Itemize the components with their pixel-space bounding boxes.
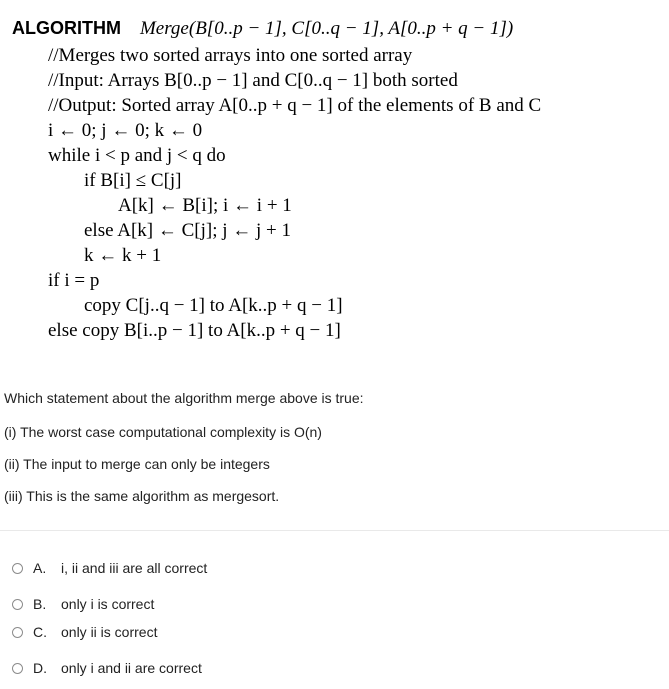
algorithm-header <box>12 16 513 41</box>
option-d[interactable] <box>12 658 202 678</box>
radio-button[interactable] <box>12 627 23 638</box>
else-assign-c-line: else A[k] ← C[j]; j ← j + 1 <box>84 220 292 241</box>
if-i-equals-p-line: if i = p <box>48 270 100 291</box>
radio-button[interactable] <box>12 563 23 574</box>
while-line: while i < p and j < q do <box>48 145 226 166</box>
question-prompt: Which statement about the algorithm merge above is true: <box>4 390 364 406</box>
copy-c-line: copy C[j..q − 1] to A[k..p + q − 1] <box>84 295 343 316</box>
radio-button[interactable] <box>12 599 23 610</box>
init-line: i ← 0; j ← 0; k ← 0 <box>48 120 203 141</box>
option-b[interactable] <box>12 594 154 614</box>
option-letter: D. <box>33 660 47 676</box>
option-letter: B. <box>33 596 47 612</box>
comment-line-3: //Output: Sorted array A[0..p + q − 1] of the elements of B and C <box>48 95 542 116</box>
assign-b-line: A[k] ← B[i]; i ← i + 1 <box>118 195 292 216</box>
algorithm-signature: Merge(B[0..p − 1], C[0..q − 1], A[0..p + q − 1]) <box>139 18 514 39</box>
option-letter: C. <box>33 624 47 640</box>
algorithm-keyword: ALGORITHM <box>12 18 121 38</box>
section-divider <box>0 530 669 531</box>
statement-ii: (ii) The input to merge can only be integers <box>4 456 270 472</box>
if-compare-line: if B[i] ≤ C[j] <box>84 170 182 191</box>
option-text: i, ii and iii are all correct <box>61 560 208 576</box>
statement-iii: (iii) This is the same algorithm as mergesort. <box>4 488 280 504</box>
comment-line-2: //Input: Arrays B[0..p − 1] and C[0..q − 1] both sorted <box>48 70 458 91</box>
statement-i: (i) The worst case computational complexity is O(n) <box>4 424 322 440</box>
option-text: only i and ii are correct <box>61 660 202 676</box>
option-letter: A. <box>33 560 47 576</box>
option-text: only ii is correct <box>61 624 158 640</box>
increment-k-line: k ← k + 1 <box>84 245 162 266</box>
radio-button[interactable] <box>12 663 23 674</box>
comment-line-1: //Merges two sorted arrays into one sorted array <box>48 45 413 66</box>
option-a[interactable] <box>12 558 207 578</box>
option-text: only i is correct <box>61 596 155 612</box>
option-c[interactable] <box>12 622 157 642</box>
else-copy-b-line: else copy B[i..p − 1] to A[k..p + q − 1] <box>48 320 341 341</box>
